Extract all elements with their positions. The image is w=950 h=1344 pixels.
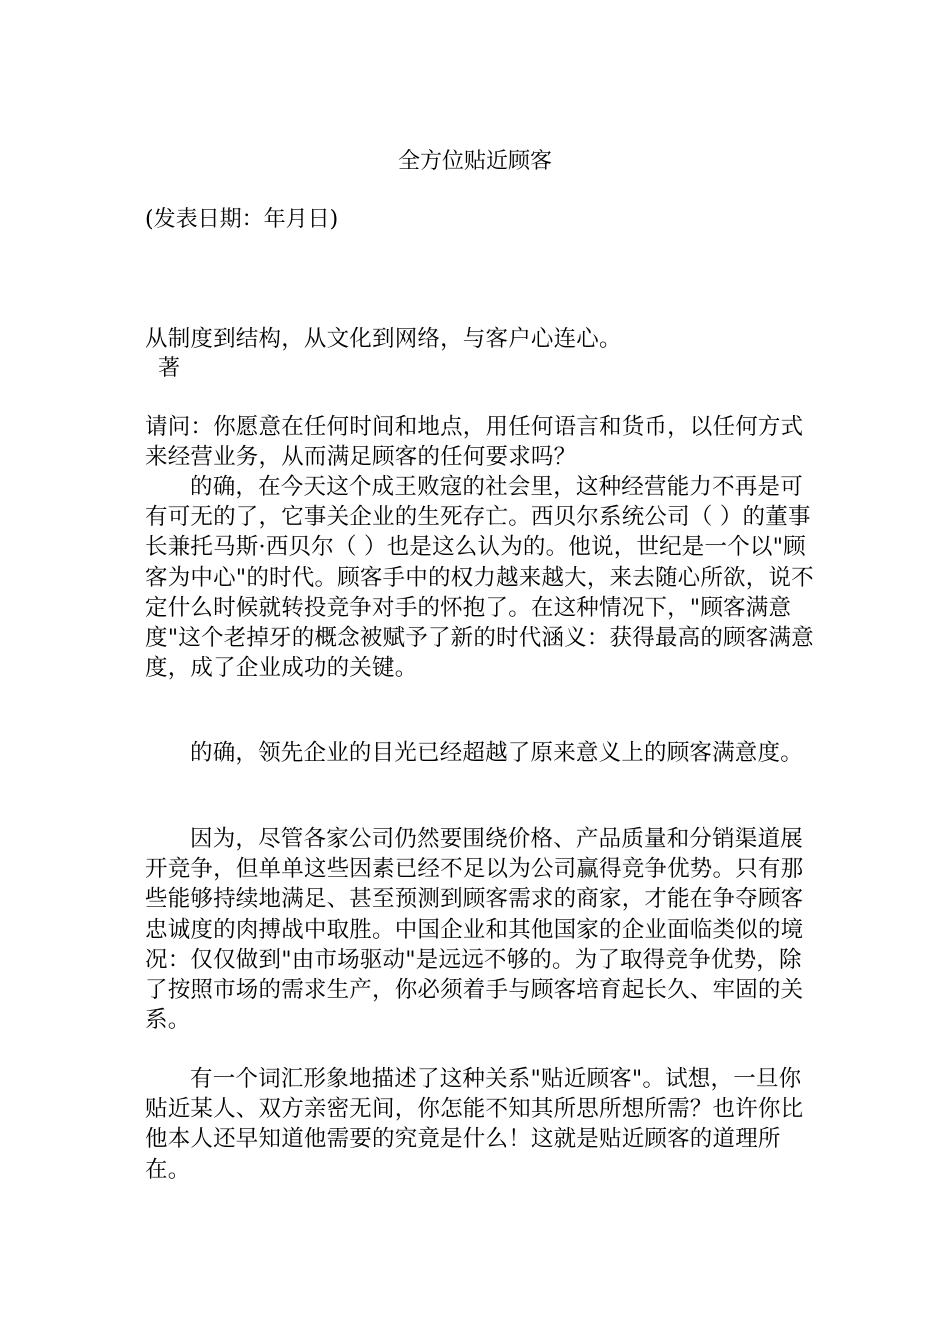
paragraph-2: 的确，在今天这个成王败寇的社会里，这种经营能力不再是可有可无的了，它事关企业的生死存亡。西贝尔系统公司（ ）的董事长兼托马斯·西贝尔（ ）也是这么认为的。他说，世纪是一个以"顾客为中心"的时代。顾客手中的权力越来越大，来去随心所欲，说不定什么时候就转投竞争对手的怀抱了。在这种情况下，"顾客满意度"这个老掉牙的概念被赋予了新的时代涵义：获得最高的顾客满意度，成了企业成功的关键。 — [145, 474, 814, 682]
author-line: 著 — [158, 356, 181, 381]
document-title: 全方位贴近顾客 — [397, 149, 552, 174]
document-subtitle: 从制度到结构，从文化到网络，与客户心连心。 — [145, 326, 622, 352]
paragraph-4: 因为，尽管各家公司仍然要围绕价格、产品质量和分销渠道展开竞争，但单单这些因素已经不足以为公司赢得竞争优势。只有那些能够持续地满足、甚至预测到顾客需求的商家，才能在争夺顾客忠诚度的肉搏战中取胜。中国企业和其他国家的企业面临类似的境况：仅仅做到"由市场驱动"是远远不够的。为了取得竞争优势，除了按照市场的需求生产，你必须着手与顾客培育起长久、牢固的关系。 — [145, 826, 804, 1034]
paragraph-5: 有一个词汇形象地描述了这种关系"贴近顾客"。试想，一旦你贴近某人、双方亲密无间，你怎能不知其所思所想所需？也许你比他本人还早知道他需要的究竟是什么！这就是贴近顾客的道理所在。 — [145, 1066, 804, 1183]
publish-date-line: (发表日期：年月日) — [145, 207, 339, 232]
paragraph-3: 的确，领先企业的目光已经超越了原来意义上的顾客满意度。 — [190, 740, 803, 766]
paragraph-1: 请问：你愿意在任何时间和地点，用任何语言和货币，以任何方式来经营业务，从而满足顾客的任何要求吗？ — [145, 414, 804, 471]
